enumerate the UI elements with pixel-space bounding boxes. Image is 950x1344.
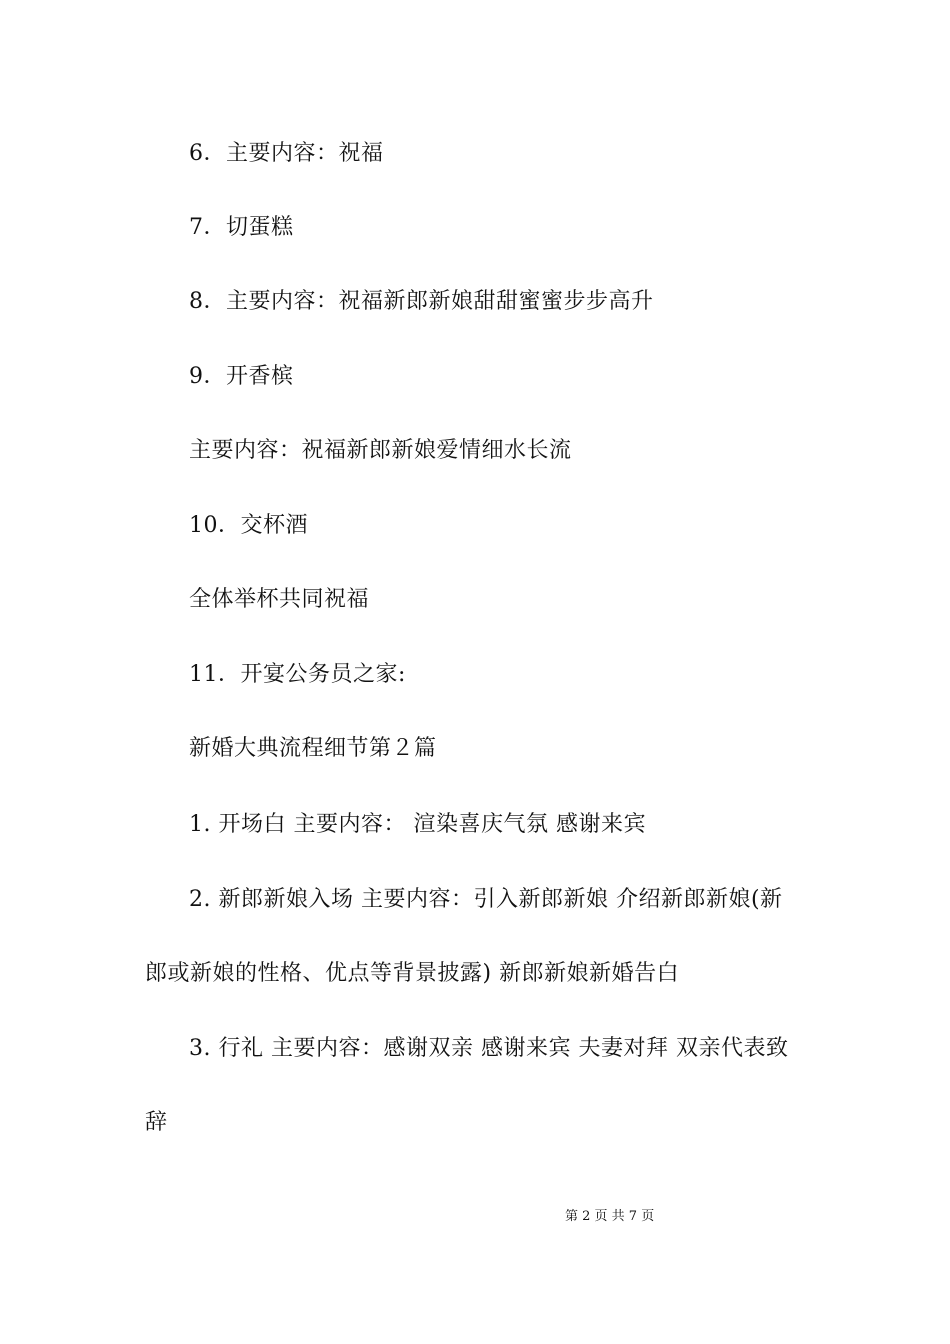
list-item-3: 3. 行礼 主要内容：感谢双亲 感谢来宾 夫妻对拜 双亲代表致 [189, 1036, 789, 1061]
list-item-2: 2. 新郎新娘入场 主要内容：引入新郎新娘 介绍新郎新娘(新 [189, 887, 783, 912]
section-heading: 新婚大典流程细节第２篇 [189, 736, 437, 761]
paragraph-continuation: 辞 [145, 1110, 168, 1135]
list-item-1: 1. 开场白 主要内容： 渲染喜庆气氛 感谢来宾 [189, 812, 646, 837]
paragraph-continuation: 郎或新娘的性格、优点等背景披露) 新郎新娘新婚告白 [145, 961, 680, 986]
paragraph-line: 主要内容：祝福新郎新娘爱情细水长流 [189, 438, 572, 463]
list-item-10: 10．交杯酒 [189, 513, 308, 538]
list-item-7: 7．切蛋糕 [189, 215, 294, 240]
list-item-6: 6．主要内容：祝福 [189, 141, 384, 166]
paragraph-line: 全体举杯共同祝福 [189, 587, 370, 612]
list-item-11: 11．开宴公务员之家: [189, 662, 406, 687]
list-item-9: 9．开香槟 [189, 364, 294, 389]
list-item-8: 8．主要内容：祝福新郎新娘甜甜蜜蜜步步高升 [189, 289, 654, 314]
page-number: 第 2 页 共 7 页 [565, 1209, 655, 1224]
